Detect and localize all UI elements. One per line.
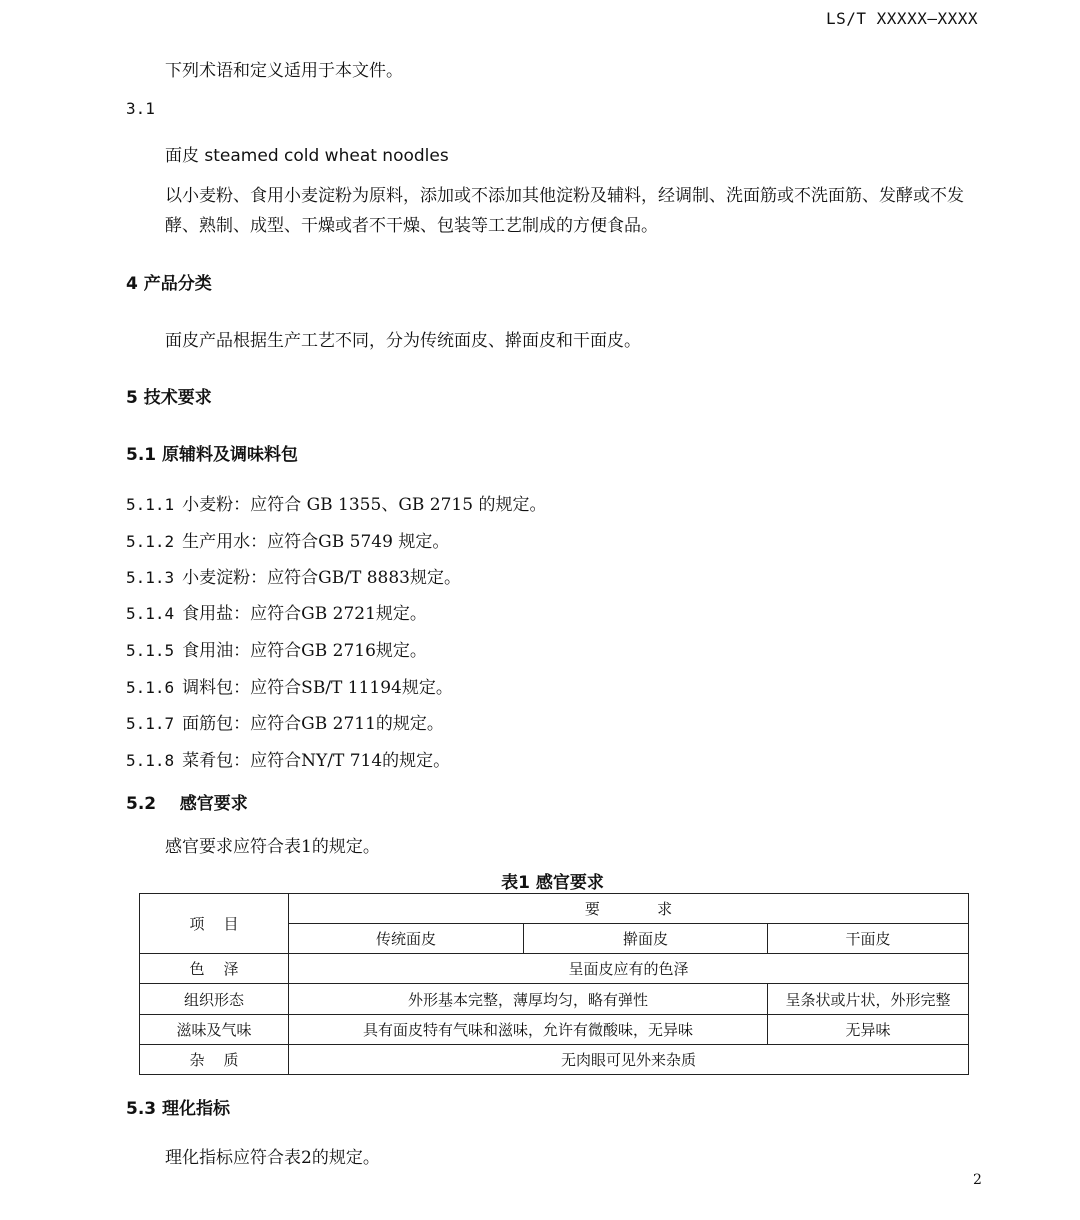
row-value: 无异味 (768, 1014, 969, 1044)
item-text: 调料包：应符合SB/T 11194规定。 (182, 678, 453, 698)
list-item (126, 709, 444, 734)
table-row (140, 1014, 969, 1044)
row-value: 呈面皮应有的色泽 (289, 954, 969, 984)
row-value: 具有面皮特有气味和滋味，允许有微酸味，无异味 (289, 1014, 768, 1044)
row-label: 杂 质 (140, 1044, 289, 1074)
table-row (140, 1044, 969, 1074)
term-definition: 以小麦粉、食用小麦淀粉为原料，添加或不添加其他淀粉及辅料，经调制、洗面筋或不洗面筋、发酵或不发酵、熟制、成型、干燥或者不干燥、包装等工艺制成的方便食品。 (165, 186, 964, 236)
item-number: 5.1.5 (126, 641, 175, 660)
header-requirement-cell: 要 求 (289, 894, 969, 924)
subheader-dried: 干面皮 (768, 924, 969, 954)
sensory-requirements-table (139, 893, 969, 1075)
section-5-heading: 5 技术要求 (126, 388, 212, 408)
term-title: 面皮 steamed cold wheat noodles (165, 146, 449, 166)
header-item-cell: 项 目 (140, 894, 289, 954)
item-text: 生产用水：应符合GB 5749 规定。 (182, 532, 450, 552)
page-number: 2 (973, 1172, 982, 1188)
list-item (126, 527, 449, 552)
document-code: LS/T XXXXX—XXXX (826, 9, 978, 28)
item-number: 5.1.2 (126, 532, 175, 551)
section-4-text: 面皮产品根据生产工艺不同，分为传统面皮、擀面皮和干面皮。 (165, 331, 641, 351)
list-item (126, 490, 546, 515)
item-number: 5.1.1 (126, 495, 175, 514)
item-number: 5.1.8 (126, 751, 175, 770)
row-label: 滋味及气味 (140, 1014, 289, 1044)
row-value: 外形基本完整，薄厚均匀，略有弹性 (289, 984, 768, 1014)
list-item (126, 563, 461, 588)
item-number: 5.1.4 (126, 604, 175, 623)
item-text: 食用油：应符合GB 2716规定。 (182, 641, 427, 661)
list-item (126, 599, 427, 624)
row-label: 组织形态 (140, 984, 289, 1014)
list-item (126, 673, 453, 698)
item-text: 小麦淀粉：应符合GB/T 8883规定。 (182, 568, 461, 588)
section-5-1-heading: 5.1 原辅料及调味料包 (126, 445, 299, 465)
item-text: 菜肴包：应符合NY/T 714的规定。 (182, 751, 451, 771)
item-number: 5.1.7 (126, 714, 175, 733)
section-5-2-heading: 5.2 感官要求 (126, 794, 248, 814)
table-header-row (140, 894, 969, 924)
section-4-heading: 4 产品分类 (126, 274, 212, 294)
section-5-2-text: 感官要求应符合表1的规定。 (165, 837, 380, 857)
item-text: 食用盐：应符合GB 2721规定。 (182, 604, 427, 624)
section-5-3-text: 理化指标应符合表2的规定。 (165, 1148, 380, 1168)
table-caption: 表1 感官要求 (501, 873, 604, 893)
section-5-3-heading: 5.3 理化指标 (126, 1099, 231, 1119)
row-value: 呈条状或片状，外形完整 (768, 984, 969, 1014)
row-value: 无肉眼可见外来杂质 (289, 1044, 969, 1074)
row-label: 色 泽 (140, 954, 289, 984)
table-row (140, 984, 969, 1014)
list-item (126, 636, 427, 661)
term-number: 3.1 (126, 99, 155, 118)
item-number: 5.1.6 (126, 678, 175, 697)
item-number: 5.1.3 (126, 568, 175, 587)
item-text: 小麦粉：应符合 GB 1355、GB 2715 的规定。 (182, 495, 547, 515)
list-item (126, 746, 450, 771)
table-row (140, 954, 969, 984)
terms-intro: 下列术语和定义适用于本文件。 (165, 61, 403, 81)
subheader-rolled: 擀面皮 (524, 924, 768, 954)
subheader-traditional: 传统面皮 (289, 924, 524, 954)
item-text: 面筋包：应符合GB 2711的规定。 (182, 714, 444, 734)
